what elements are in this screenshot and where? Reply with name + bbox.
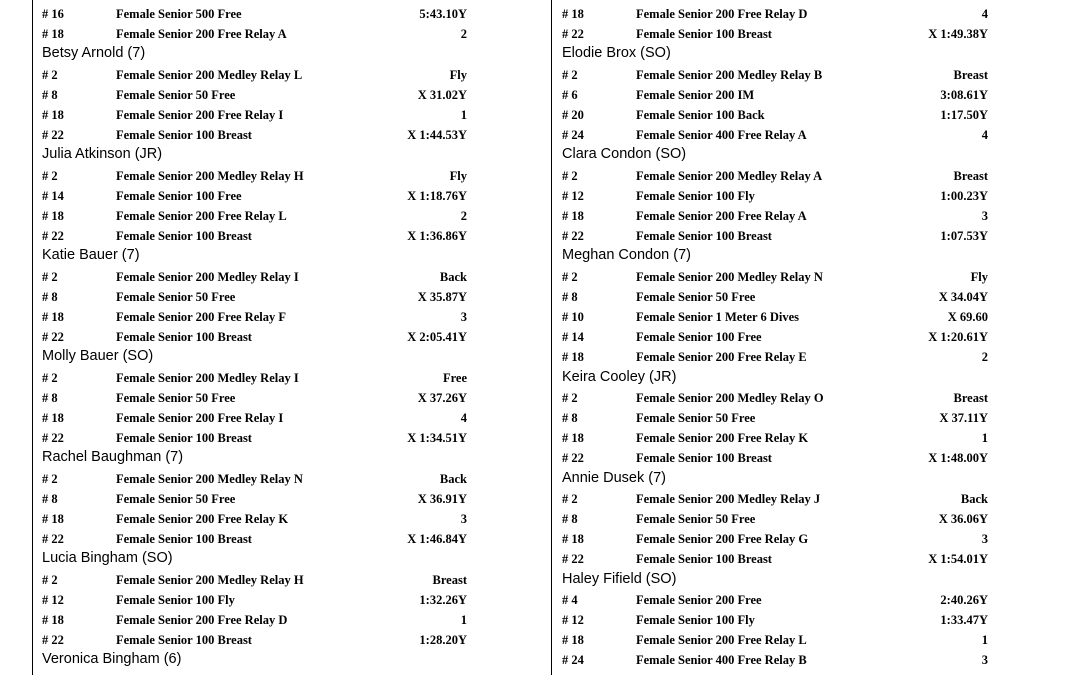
entry-result: Free (442, 370, 467, 385)
entry-row (552, 388, 1072, 408)
entry-result: Breast (953, 67, 988, 82)
event-name: Female Senior 100 Breast (116, 532, 252, 547)
event-number: # 20 (562, 108, 584, 122)
event-number: # 18 (42, 512, 64, 526)
event-number: # 2 (42, 269, 58, 284)
event-name: Female Senior 100 Back (636, 108, 765, 122)
event-number: # 24 (562, 653, 584, 668)
right-column (552, 0, 1072, 675)
event-number: # 4 (562, 592, 578, 607)
event-number: # 2 (42, 572, 58, 587)
entry-row (32, 509, 551, 529)
entry-row (32, 327, 551, 347)
event-name: Female Senior 1 Meter 6 Dives (636, 310, 800, 324)
event-name: Female Senior 500 Free (116, 7, 242, 21)
swimmer-name: Katie Bauer (7) (42, 247, 140, 264)
entry-row (552, 186, 1072, 206)
event-number: # 22 (562, 27, 584, 42)
event-name: Female Senior 50 Free (636, 411, 756, 425)
swimmer-name: Veronica Bingham (6) (42, 651, 182, 668)
entry-row (552, 307, 1072, 327)
entry-row (552, 4, 1072, 24)
event-number: # 12 (562, 188, 584, 203)
event-name: Female Senior 200 Free Relay D (116, 613, 288, 627)
event-name: Female Senior 200 Medley Relay N (116, 471, 303, 486)
event-name: Female Senior 100 Breast (636, 27, 772, 42)
entry-row (552, 448, 1072, 468)
entry-row (552, 408, 1072, 428)
event-name: Female Senior 50 Free (636, 289, 756, 304)
event-number: # 2 (562, 269, 578, 284)
event-name: Female Senior 50 Free (116, 491, 236, 506)
entry-row (552, 529, 1072, 549)
swimmer-name: Keira Cooley (JR) (562, 368, 677, 385)
event-name: Female Senior 400 Free Relay A (636, 128, 807, 143)
entry-row (32, 428, 551, 448)
swimmer-name: Clara Condon (SO) (562, 146, 687, 163)
event-number: # 18 (42, 108, 64, 122)
event-name: Female Senior 200 Free Relay K (636, 431, 809, 446)
event-number: # 14 (42, 188, 64, 203)
entry-row (32, 610, 551, 630)
entry-row (32, 206, 551, 226)
entry-result: X 37.26Y (417, 390, 467, 405)
entry-result: X 1:34.51Y (407, 431, 467, 446)
entry-row (552, 590, 1072, 610)
entry-result: 4 (460, 411, 467, 425)
event-number: # 18 (42, 27, 64, 42)
entry-result: Fly (449, 168, 467, 183)
event-number: # 2 (42, 471, 58, 486)
event-number: # 2 (562, 491, 578, 506)
event-number: # 22 (42, 229, 64, 244)
entry-result: X 1:46.84Y (407, 532, 467, 547)
entry-row (552, 428, 1072, 448)
entry-result: 4 (981, 128, 988, 143)
entry-result: 1 (981, 633, 988, 648)
event-name: Female Senior 200 Medley Relay L (116, 67, 303, 82)
event-name: Female Senior 200 Free Relay L (636, 633, 807, 648)
swimmer-name: Molly Bauer (SO) (42, 348, 154, 365)
event-name: Female Senior 100 Fly (116, 592, 235, 607)
event-name: Female Senior 200 Free Relay L (116, 209, 287, 223)
entry-result: X 31.02Y (417, 87, 467, 102)
swimmer-name: Betsy Arnold (7) (42, 45, 146, 62)
event-number: # 2 (562, 390, 578, 405)
entry-row (32, 125, 551, 145)
entry-result: 3 (460, 512, 467, 526)
entry-row (32, 105, 551, 125)
event-number: # 22 (562, 451, 584, 466)
entry-result: X 1:36.86Y (407, 229, 467, 244)
entry-result: 2 (981, 350, 988, 365)
event-name: Female Senior 100 Breast (116, 431, 252, 446)
entry-result: 1:07.53Y (940, 229, 988, 244)
event-number: # 18 (562, 7, 584, 21)
entry-result: 1 (981, 431, 988, 446)
entry-row (32, 388, 551, 408)
entry-result: Breast (953, 168, 988, 183)
entry-row (32, 570, 551, 590)
event-number: # 18 (562, 350, 584, 365)
entry-result: Breast (953, 390, 988, 405)
event-number: # 18 (562, 431, 584, 446)
event-name: Female Senior 100 Breast (116, 229, 252, 244)
event-name: Female Senior 200 Free Relay A (636, 209, 807, 223)
entry-result: 5:43.10Y (419, 7, 467, 21)
entry-row (32, 85, 551, 105)
left-column (32, 0, 551, 675)
event-name: Female Senior 200 Free Relay K (116, 512, 289, 526)
event-name: Female Senior 400 Free Relay B (636, 653, 807, 668)
event-number: # 6 (562, 87, 578, 102)
event-number: # 22 (42, 330, 64, 345)
event-number: # 12 (562, 613, 584, 627)
event-name: Female Senior 200 Free Relay F (116, 310, 286, 324)
event-number: # 18 (42, 310, 64, 324)
entry-row (32, 226, 551, 246)
entry-row (32, 408, 551, 428)
entry-row (32, 24, 551, 44)
swimmer-name: Meghan Condon (7) (562, 247, 691, 264)
event-name: Female Senior 100 Breast (116, 633, 252, 648)
entry-row (32, 65, 551, 85)
entry-row (552, 105, 1072, 125)
entry-result: 3 (981, 209, 988, 223)
entry-result: Fly (449, 67, 467, 82)
entry-result: X 69.60 (947, 310, 988, 324)
event-number: # 12 (42, 592, 64, 607)
event-name: Female Senior 100 Breast (636, 451, 772, 466)
event-name: Female Senior 100 Fly (636, 188, 755, 203)
event-number: # 18 (42, 613, 64, 627)
entry-result: Back (960, 491, 988, 506)
entry-result: 1:33.47Y (940, 613, 988, 627)
entry-result: X 34.04Y (938, 289, 988, 304)
entry-row (552, 85, 1072, 105)
entry-row (552, 226, 1072, 246)
event-name: Female Senior 200 Medley Relay H (116, 168, 304, 183)
event-name: Female Senior 200 Medley Relay I (116, 269, 299, 284)
swimmer-name: Elodie Brox (SO) (562, 45, 671, 62)
entry-result: Back (439, 269, 467, 284)
entry-row (552, 166, 1072, 186)
event-number: # 14 (562, 330, 584, 345)
entry-row (32, 267, 551, 287)
event-name: Female Senior 100 Free (116, 188, 242, 203)
event-number: # 22 (42, 128, 64, 143)
entry-row (32, 469, 551, 489)
entry-result: 1:00.23Y (940, 188, 988, 203)
entry-result: 3:08.61Y (940, 87, 988, 102)
swimmer-name: Haley Fifield (SO) (562, 570, 677, 587)
event-number: # 22 (42, 633, 64, 648)
event-number: # 8 (42, 390, 58, 405)
event-name: Female Senior 100 Breast (116, 128, 252, 143)
entry-row (552, 65, 1072, 85)
event-name: Female Senior 200 Free Relay E (636, 350, 807, 365)
entry-row (552, 267, 1072, 287)
entry-row (552, 489, 1072, 509)
entry-row (552, 610, 1072, 630)
event-number: # 10 (562, 310, 584, 324)
event-number: # 22 (42, 431, 64, 446)
entry-row (32, 489, 551, 509)
entry-row (552, 24, 1072, 44)
entry-row (552, 347, 1072, 367)
event-number: # 8 (42, 87, 58, 102)
entry-result: 2:40.26Y (940, 592, 988, 607)
entry-result: X 36.91Y (417, 491, 467, 506)
entry-row (32, 166, 551, 186)
entry-result: 3 (981, 532, 988, 547)
swimmer-name: Lucia Bingham (SO) (42, 550, 173, 567)
entry-result: X 37.11Y (939, 411, 988, 425)
entry-result: 1:17.50Y (940, 108, 988, 122)
entry-row (32, 186, 551, 206)
entry-result: X 36.06Y (938, 512, 988, 526)
event-number: # 18 (562, 633, 584, 648)
event-number: # 2 (562, 67, 578, 82)
entry-result: Back (439, 471, 467, 486)
entry-row (32, 4, 551, 24)
entry-row (552, 125, 1072, 145)
event-name: Female Senior 50 Free (116, 289, 236, 304)
entry-result: X 1:49.38Y (928, 27, 988, 42)
entry-result: Breast (432, 572, 467, 587)
entry-row (552, 650, 1072, 670)
event-name: Female Senior 200 Medley Relay B (636, 67, 823, 82)
entry-result: X 1:54.01Y (928, 552, 988, 567)
entry-row (552, 549, 1072, 569)
event-name: Female Senior 200 Medley Relay H (116, 572, 304, 587)
swimmer-name: Julia Atkinson (JR) (42, 146, 163, 163)
event-name: Female Senior 100 Breast (116, 330, 252, 345)
entry-result: X 1:20.61Y (928, 330, 988, 345)
event-number: # 22 (42, 532, 64, 547)
event-number: # 2 (562, 168, 578, 183)
entry-row (552, 206, 1072, 226)
entry-result: 2 (460, 27, 467, 42)
event-number: # 8 (562, 411, 578, 425)
entry-result: X 2:05.41Y (407, 330, 467, 345)
event-name: Female Senior 100 Breast (636, 552, 772, 567)
event-number: # 2 (42, 168, 58, 183)
entry-result: Fly (970, 269, 988, 284)
event-name: Female Senior 200 Medley Relay A (636, 168, 823, 183)
event-number: # 18 (42, 411, 64, 425)
entry-row (552, 630, 1072, 650)
entry-row (32, 368, 551, 388)
entry-row (32, 590, 551, 610)
entry-result: 1 (460, 613, 467, 627)
event-name: Female Senior 100 Free (636, 330, 762, 345)
entry-result: X 1:44.53Y (407, 128, 467, 143)
event-number: # 24 (562, 128, 584, 143)
event-number: # 22 (562, 552, 584, 567)
entry-result: X 1:48.00Y (928, 451, 988, 466)
entry-row (552, 509, 1072, 529)
entry-result: 3 (460, 310, 467, 324)
event-name: Female Senior 200 Free Relay A (116, 27, 287, 42)
event-number: # 8 (42, 491, 58, 506)
entry-result: 1 (460, 108, 467, 122)
swimmer-name: Annie Dusek (7) (562, 469, 666, 486)
entry-result: X 1:18.76Y (407, 188, 467, 203)
event-name: Female Senior 200 Free (636, 592, 762, 607)
event-number: # 8 (42, 289, 58, 304)
entry-row (32, 630, 551, 650)
event-name: Female Senior 100 Fly (636, 613, 755, 627)
entry-row (32, 529, 551, 549)
entry-row (32, 287, 551, 307)
event-number: # 18 (562, 532, 584, 547)
event-number: # 2 (42, 370, 58, 385)
event-number: # 22 (562, 229, 584, 244)
event-name: Female Senior 200 Medley Relay O (636, 390, 824, 405)
entry-result: 1:28.20Y (419, 633, 467, 648)
event-name: Female Senior 200 Medley Relay I (116, 370, 299, 385)
entry-result: X 35.87Y (417, 289, 467, 304)
event-name: Female Senior 100 Breast (636, 229, 772, 244)
event-name: Female Senior 50 Free (116, 87, 236, 102)
entry-result: 4 (981, 7, 988, 21)
event-number: # 18 (562, 209, 584, 223)
event-name: Female Senior 50 Free (636, 512, 756, 526)
entry-row (552, 327, 1072, 347)
event-name: Female Senior 200 Free Relay I (116, 108, 284, 122)
event-number: # 18 (42, 209, 64, 223)
event-name: Female Senior 200 Medley Relay N (636, 269, 823, 284)
event-name: Female Senior 200 Free Relay I (116, 411, 284, 425)
entry-result: 3 (981, 653, 988, 668)
event-number: # 8 (562, 512, 578, 526)
event-number: # 16 (42, 7, 64, 21)
event-name: Female Senior 50 Free (116, 390, 236, 405)
entry-result: 1:32.26Y (419, 592, 467, 607)
entry-row (32, 307, 551, 327)
entry-result: 2 (460, 209, 467, 223)
event-number: # 2 (42, 67, 58, 82)
event-name: Female Senior 200 Medley Relay J (636, 491, 821, 506)
swimmer-name: Rachel Baughman (7) (42, 449, 184, 466)
event-number: # 8 (562, 289, 578, 304)
event-name: Female Senior 200 Free Relay G (636, 532, 809, 547)
event-name: Female Senior 200 Free Relay D (636, 7, 808, 21)
event-name: Female Senior 200 IM (636, 87, 755, 102)
entry-row (552, 287, 1072, 307)
